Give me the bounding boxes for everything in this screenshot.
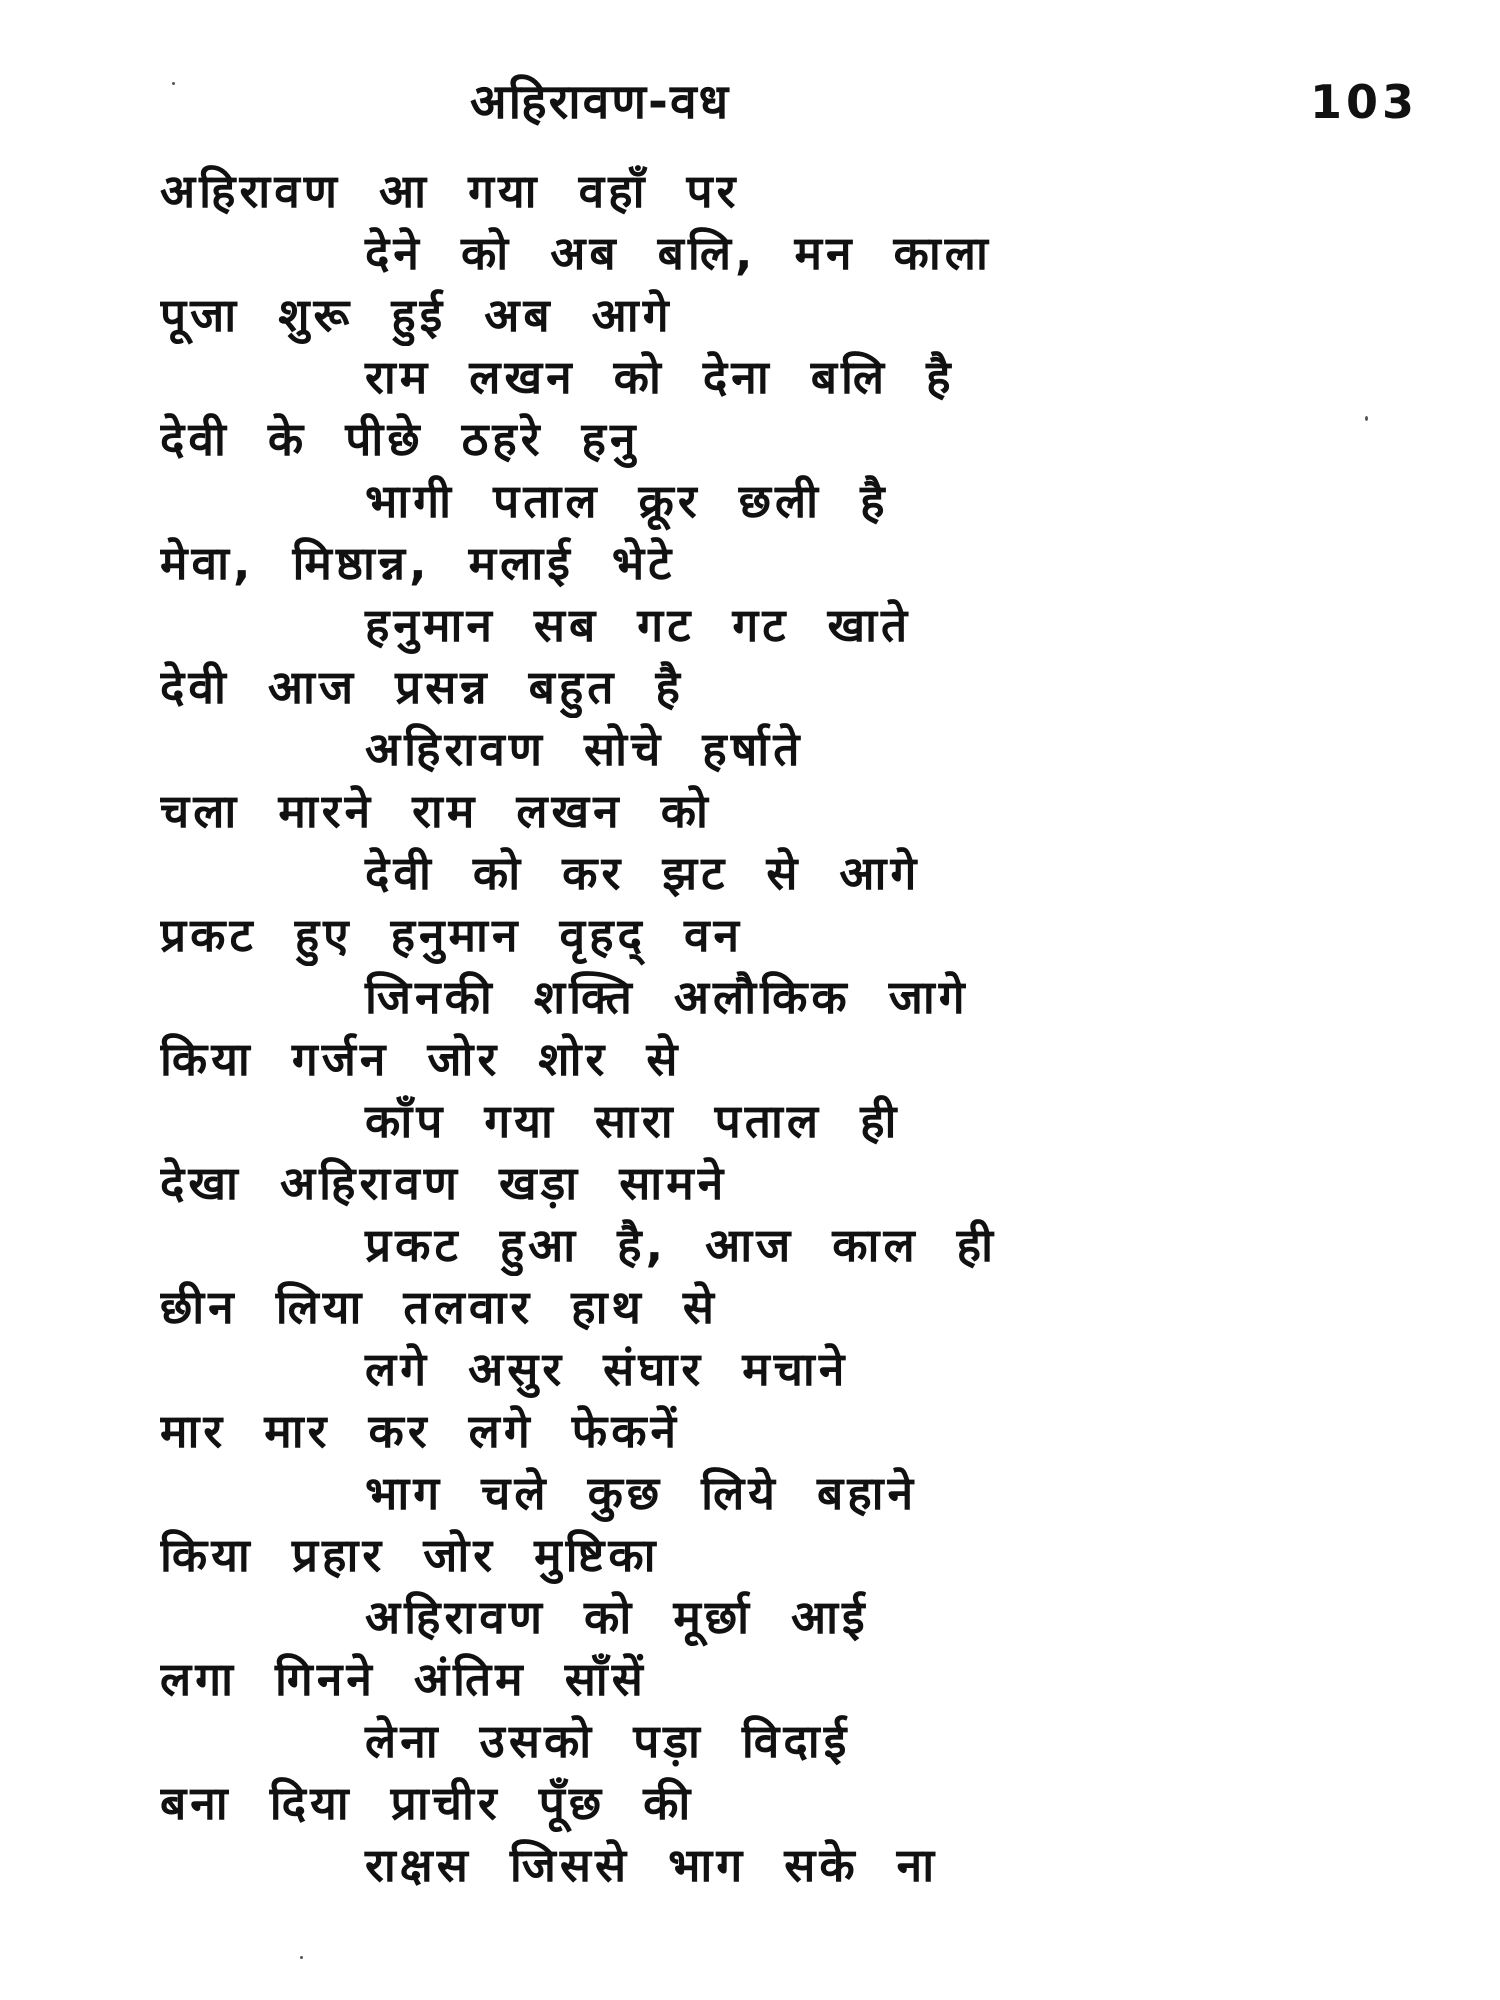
verse-line-indented: अहिरावण सोचे हर्षाते	[365, 722, 804, 776]
verse-line: छीन लिया तलवार हाथ से	[160, 1280, 718, 1334]
verse-line-indented: अहिरावण को मूर्छा आई	[365, 1590, 869, 1644]
verse-line-indented: भाग चले कुछ लिये बहाने	[365, 1466, 918, 1520]
running-title: अहिरावण-वध	[470, 74, 731, 130]
page-number: 103	[1310, 75, 1419, 129]
scan-speck	[172, 82, 175, 85]
verse-line: देखा अहिरावण खड़ा सामने	[160, 1156, 728, 1210]
verse-line-indented: हनुमान सब गट गट खाते	[365, 598, 912, 652]
poem-body	[160, 160, 1460, 1896]
verse-line: बना दिया प्राचीर पूँछ की	[160, 1776, 695, 1830]
verse-line: चला मारने राम लखन को	[160, 784, 712, 838]
verse-line-indented: लेना उसको पड़ा विदाई	[365, 1714, 851, 1768]
verse-line: अहिरावण आ गया वहाँ पर	[160, 164, 740, 218]
verse-line: किया गर्जन जोर शोर से	[160, 1032, 682, 1086]
verse-line: देवी के पीछे ठहरे हनु	[160, 412, 640, 466]
verse-line-indented: राम लखन को देना बलि है	[365, 350, 955, 404]
verse-line-indented: काँप गया सारा पताल ही	[365, 1094, 901, 1148]
verse-line-indented: भागी पताल क्रूर छली है	[365, 474, 889, 528]
verse-line-indented: देने को अब बलि, मन काला	[365, 226, 992, 280]
verse-line-indented: राक्षस जिससे भाग सके ना	[365, 1838, 939, 1892]
verse-line: किया प्रहार जोर मुष्टिका	[160, 1528, 660, 1582]
verse-line-indented: प्रकट हुआ है, आज काल ही	[365, 1218, 998, 1272]
verse-line: लगा गिनने अंतिम साँसें	[160, 1652, 647, 1706]
verse-line-indented: देवी को कर झट से आगे	[365, 846, 921, 900]
verse-line: मार मार कर लगे फेकनें	[160, 1404, 681, 1458]
scan-speck	[1365, 416, 1368, 421]
verse-line: पूजा शुरू हुई अब आगे	[160, 288, 673, 342]
verse-line-indented: जिनकी शक्ति अलौकिक जागे	[365, 970, 969, 1024]
verse-line-indented: लगे असुर संघार मचाने	[365, 1342, 849, 1396]
scan-speck	[300, 1956, 303, 1959]
verse-line: देवी आज प्रसन्न बहुत है	[160, 660, 684, 714]
verse-line: प्रकट हुए हनुमान वृहद् वन	[160, 908, 744, 962]
verse-line: मेवा, मिष्ठान्न, मलाई भेटे	[160, 536, 676, 590]
